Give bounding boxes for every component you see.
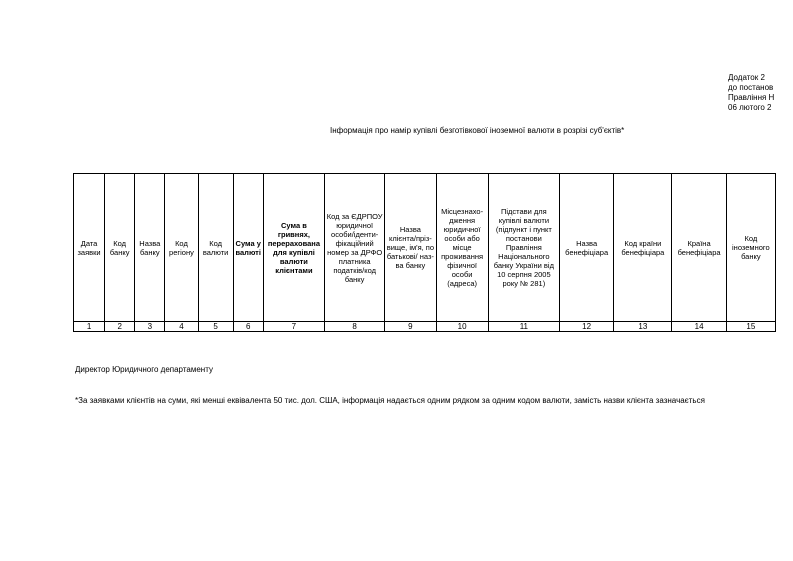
column-number: 4 — [165, 322, 198, 332]
header-cell: Назва клієнта/пріз-вище, ім'я, по батькові/ наз-ва банку — [385, 174, 436, 322]
header-row — [74, 174, 776, 322]
header-cell: Код країни бенефіціара — [614, 174, 672, 322]
column-number: 9 — [385, 322, 436, 332]
header-cell: Код за ЄДРПОУ юридичної особи/іденти-фікаційний номер за ДРФО платника податків/код банку — [325, 174, 385, 322]
column-number: 2 — [105, 322, 135, 332]
header-cell: Дата заявки — [74, 174, 105, 322]
column-number: 15 — [726, 322, 775, 332]
column-number: 12 — [560, 322, 614, 332]
header-cell: Підстави для купівлі валюти (підпункт і пункт постанови Правління Національного банку України від 10 серпня 2005 року № 281) — [488, 174, 559, 322]
header-cell: Код банку — [105, 174, 135, 322]
column-number: 1 — [74, 322, 105, 332]
column-number: 7 — [263, 322, 324, 332]
column-number: 11 — [488, 322, 559, 332]
appendix-note — [728, 73, 793, 113]
header-cell: Місцезнахо-дження юридичної особи або місце проживання фізичної особи (адреса) — [436, 174, 488, 322]
header-cell: Країна бенефіціара — [672, 174, 726, 322]
column-number: 6 — [233, 322, 263, 332]
appendix-line: Додаток 2 — [728, 73, 765, 82]
column-number: 13 — [614, 322, 672, 332]
currency-purchase-table — [73, 173, 776, 332]
document-title: Інформація про намір купівлі безготівкової іноземної валюти в розрізі суб'єктів* — [330, 126, 625, 135]
appendix-line: 06 лютого 2 — [728, 103, 772, 112]
director-signature: Директор Юридичного департаменту — [75, 365, 213, 374]
header-cell: Код валюти — [198, 174, 233, 322]
header-cell: Сума у валюті — [233, 174, 263, 322]
column-number: 3 — [135, 322, 165, 332]
appendix-line: Правління Н — [728, 93, 775, 102]
footnote: *За заявками клієнтів на суми, які менші еквівалента 50 тис. дол. США, інформація надається одним рядком за одним кодом валюти, замість назви клієнта зазначається — [75, 396, 705, 405]
header-cell: Код регіону — [165, 174, 198, 322]
header-cell: Назва бенефіціара — [560, 174, 614, 322]
appendix-line: до постанов — [728, 83, 774, 92]
column-number: 5 — [198, 322, 233, 332]
header-cell: Назва банку — [135, 174, 165, 322]
column-number-row — [74, 322, 776, 332]
column-number: 8 — [325, 322, 385, 332]
header-cell: Код іноземного банку — [726, 174, 775, 322]
column-number: 10 — [436, 322, 488, 332]
column-number: 14 — [672, 322, 726, 332]
header-cell: Сума в гривнях, перерахована для купівлі валюти клієнтами — [263, 174, 324, 322]
